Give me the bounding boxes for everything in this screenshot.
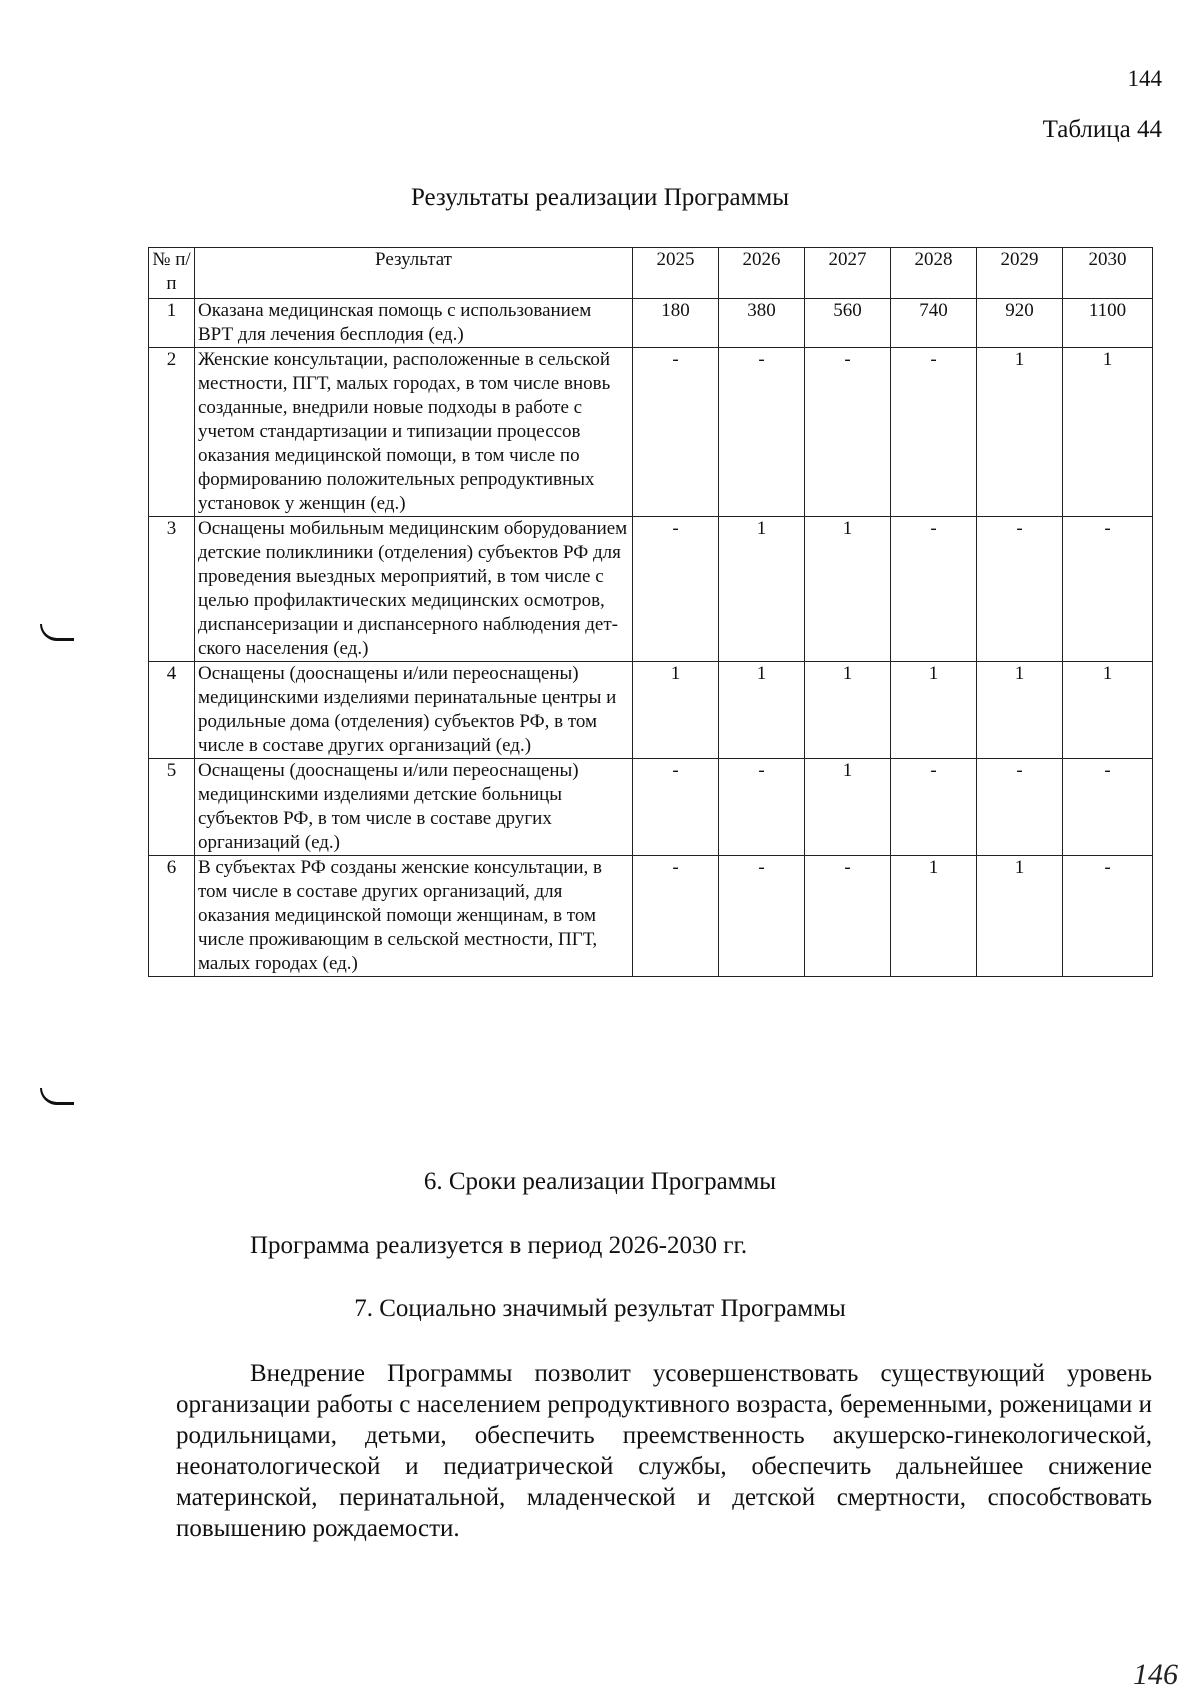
- value-2027: -: [805, 856, 891, 977]
- handwritten-page-number: 146: [1133, 1658, 1178, 1691]
- value-2030: 1: [1063, 348, 1153, 517]
- value-2028: 1: [891, 856, 977, 977]
- row-result: Женские консультации, расположенные в сельской местности, ПГТ, малых городах, в том числе вновь созданные, внедрили новые подходы в работе с учетом стандартизации и типизации процессов оказания медицинской помощи, в том числе по формированию положительных репродуктивных установок у женщин (ед.): [195, 348, 633, 517]
- row-result: Оснащены (дооснащены и/или переоснащены) медицинскими изделиями детские больницы субъектов РФ, в том числе в составе других организаций (ед.): [195, 759, 633, 856]
- value-2029: 1: [977, 856, 1063, 977]
- table-row: [149, 759, 1153, 856]
- row-number: 1: [149, 299, 195, 348]
- value-2027: 560: [805, 299, 891, 348]
- row-number: 5: [149, 759, 195, 856]
- value-2030: 1: [1063, 662, 1153, 759]
- value-2028: 740: [891, 299, 977, 348]
- value-2027: 1: [805, 759, 891, 856]
- header-num: № п/п: [149, 248, 195, 299]
- header-2029: 2029: [977, 248, 1063, 299]
- row-result: Оснащены (дооснащены и/или переоснащены) медицинскими изделиями перинатальные центры и родильные дома (отделения) субъектов РФ, в том числе в составе других организаций (ед.): [195, 662, 633, 759]
- row-result: В субъектах РФ созданы женские консультации, в том числе в составе других организаций, для оказания медицинской помощи женщинам, в том числе проживающим в сельской местности, ПГТ, малых городах (ед.): [195, 856, 633, 977]
- value-2025: 180: [633, 299, 719, 348]
- value-2025: -: [633, 348, 719, 517]
- value-2026: -: [719, 856, 805, 977]
- value-2027: -: [805, 348, 891, 517]
- page-number: 144: [1127, 66, 1162, 91]
- header-2028: 2028: [891, 248, 977, 299]
- value-2025: 1: [633, 662, 719, 759]
- value-2030: 1100: [1063, 299, 1153, 348]
- row-number: 2: [149, 348, 195, 517]
- section-7-paragraph: Внедрение Программы позволит усовершенствовать существующий уровень организации работы с населением репродуктивного возраста, беременными, роженицами и родильницами, детьми, обеспечить преемственность акушерско-гинекологической, неонатологической и педиатрической службы, обеспечить дальнейшее снижение материнской, перинатальной, младенческой и детской смертности, способствовать повышению рождаемости.: [176, 1360, 1152, 1542]
- value-2030: -: [1063, 856, 1153, 977]
- section-7-heading: 7. Социально значимый результат Программы: [354, 1295, 846, 1322]
- value-2025: -: [633, 517, 719, 662]
- table-row: [149, 856, 1153, 977]
- value-2027: 1: [805, 662, 891, 759]
- row-result: Оказана медицинская помощь с использованием ВРТ для лечения бесплодия (ед.): [195, 299, 633, 348]
- margin-bracket-mark: [40, 1088, 74, 1105]
- value-2030: -: [1063, 517, 1153, 662]
- section-6-heading: 6. Сроки реализации Программы: [423, 1168, 777, 1195]
- value-2029: 1: [977, 662, 1063, 759]
- header-2025: 2025: [633, 248, 719, 299]
- header-2026: 2026: [719, 248, 805, 299]
- value-2026: -: [719, 348, 805, 517]
- value-2026: -: [719, 759, 805, 856]
- table-row: [149, 662, 1153, 759]
- table-title: Результаты реализации Программы: [410, 184, 790, 211]
- header-2027: 2027: [805, 248, 891, 299]
- row-number: 6: [149, 856, 195, 977]
- value-2028: -: [891, 348, 977, 517]
- row-result: Оснащены мобильным медицинским оборудованием детские поликлиники (отделения) субъектов РФ для проведения выездных мероприятий, в том числе с целью профилактических медицинских осмотров, диспансеризации и диспансерного наблюдения детского населения (ед.): [195, 517, 633, 662]
- value-2028: 1: [891, 662, 977, 759]
- value-2028: -: [891, 759, 977, 856]
- table-label: Таблица 44: [1042, 116, 1162, 143]
- value-2029: 920: [977, 299, 1063, 348]
- value-2029: -: [977, 517, 1063, 662]
- value-2027: 1: [805, 517, 891, 662]
- table-header-row: [149, 248, 1153, 299]
- value-2028: -: [891, 517, 977, 662]
- results-table: [148, 247, 1153, 977]
- table-row: [149, 348, 1153, 517]
- row-number: 3: [149, 517, 195, 662]
- value-2029: -: [977, 759, 1063, 856]
- table-row: [149, 299, 1153, 348]
- value-2026: 1: [719, 517, 805, 662]
- header-2030: 2030: [1063, 248, 1153, 299]
- value-2025: -: [633, 759, 719, 856]
- margin-bracket-mark: [40, 624, 74, 641]
- value-2026: 380: [719, 299, 805, 348]
- header-result: Результат: [195, 248, 633, 299]
- value-2026: 1: [719, 662, 805, 759]
- row-number: 4: [149, 662, 195, 759]
- value-2030: -: [1063, 759, 1153, 856]
- value-2025: -: [633, 856, 719, 977]
- value-2029: 1: [977, 348, 1063, 517]
- table-row: [149, 517, 1153, 662]
- section-6-text: Программа реализуется в период 2026-2030 гг.: [250, 1232, 748, 1259]
